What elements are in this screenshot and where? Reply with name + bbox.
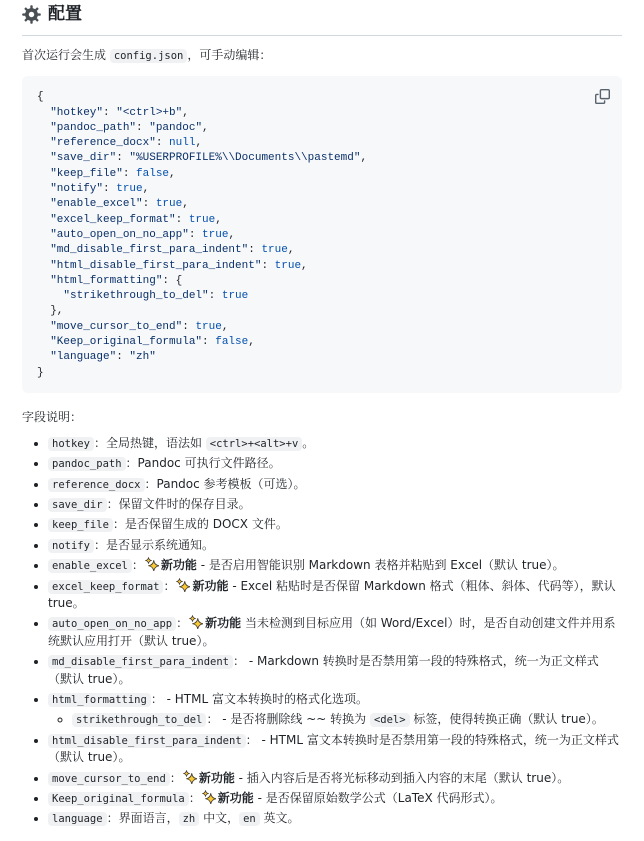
bold-text: 新功能: [198, 770, 235, 785]
code-token: "%USERPROFILE%\\Documents\\pastemd": [129, 152, 361, 165]
text: - 插入内容后是否将光标移动到插入内容的末尾（默认 true）。: [234, 770, 570, 785]
text: ：界面语言，: [106, 811, 179, 826]
code-token: [37, 290, 63, 302]
text: ：Pandoc 可执行文件路径。: [125, 456, 281, 471]
inline-code: enable_excel: [48, 559, 132, 573]
text: 当未检测到目标应用（如 Word/Excel）时，是否自动创建文件并用系统默认应用打开（默认 true）。: [48, 616, 616, 648]
code-token: [37, 214, 50, 226]
inline-code: hotkey: [48, 437, 94, 451]
code-token: :: [188, 228, 203, 241]
text: 标签，使得转换正确（默认 true）。: [409, 712, 604, 727]
list-item: [48, 455, 622, 472]
list-item: [48, 770, 622, 787]
code-token: ,: [248, 336, 255, 348]
code-token: [37, 244, 50, 256]
inline-code: html_formatting: [48, 693, 151, 707]
inline-code: <ctrl>+<alt>+v: [206, 437, 303, 451]
copy-button[interactable]: [589, 83, 615, 109]
code-token: null: [169, 137, 196, 150]
code-token: ,: [301, 259, 308, 272]
code-token: ,: [182, 106, 189, 119]
list-item: [72, 711, 622, 728]
text: ：: [163, 578, 176, 593]
code-token: "reference_docx": [50, 137, 156, 150]
inline-code: move_cursor_to_end: [48, 772, 170, 786]
inline-code: save_dir: [48, 498, 107, 512]
code-token: ,: [215, 213, 222, 226]
list-item: [48, 537, 622, 554]
sparkles-icon: [176, 578, 190, 592]
code-token: ,: [169, 167, 176, 180]
code-token: "enable_excel": [50, 198, 143, 211]
code-token: :: [122, 167, 137, 180]
list-item: [48, 496, 622, 513]
code-token: ,: [142, 183, 150, 196]
inline-code: <del>: [370, 713, 410, 727]
inline-code: language: [48, 812, 107, 826]
section-heading: [22, 2, 622, 36]
list-item: [48, 790, 622, 807]
code-token: ,: [182, 198, 189, 211]
code-token: [37, 183, 50, 195]
code-token: :: [116, 351, 130, 364]
code-token: "md_disable_first_para_indent": [50, 244, 249, 257]
text: ：保留文件时的保存目录。: [106, 497, 251, 512]
bold-text: 新功能: [205, 616, 242, 631]
inline-code: en: [239, 812, 260, 826]
code-token: [37, 321, 50, 333]
text: - 是否启用智能识别 Markdown 表格并粘贴到 Excel（默认 true）。: [196, 558, 565, 573]
code-token: "zh": [129, 351, 156, 364]
code-token: "html_formatting": [50, 274, 163, 287]
list-item: [48, 516, 622, 533]
code-token: [37, 152, 50, 164]
code-token: [37, 137, 50, 149]
code-token: {: [37, 91, 44, 104]
inline-code: config.json: [110, 49, 188, 63]
code-token: [37, 168, 50, 180]
code-token: [37, 229, 50, 241]
code-token: :: [155, 137, 170, 150]
text: - Excel 粘贴时是否保留 Markdown 格式（粗体、斜体、代码等），默认 true。: [48, 578, 616, 611]
inline-code: md_disable_first_para_indent: [48, 655, 233, 669]
text: 首次运行会生成: [22, 47, 110, 62]
inline-code: reference_docx: [48, 478, 145, 492]
code-token: ,: [221, 320, 229, 333]
code-token: [37, 275, 50, 287]
code-lines: [37, 91, 367, 378]
fields-list: [22, 435, 622, 828]
text: 中文，: [199, 811, 240, 826]
code-token: false: [136, 167, 170, 180]
code-token: :: [208, 290, 222, 303]
code-token: :: [182, 320, 196, 333]
code-token: :: [116, 152, 130, 165]
copy-icon: [595, 89, 610, 104]
code-token: [37, 198, 50, 210]
code-token: ,: [202, 121, 209, 134]
fields-label: 字段说明：: [22, 409, 83, 424]
code-token: "pandoc": [149, 121, 203, 134]
code-token: [37, 107, 50, 119]
sparkles-icon: [145, 557, 159, 571]
code-token: "strikethrough_to_del": [63, 290, 209, 303]
text: - 是否保留原始数学公式（LaTeX 代码形式）。: [253, 790, 503, 805]
code-token: false: [215, 336, 249, 348]
code-token: ,: [360, 152, 368, 165]
code-token: :: [103, 106, 117, 119]
text: ：: [176, 616, 189, 631]
code-token: true: [155, 198, 183, 211]
inline-code: strikethrough_to_del: [72, 713, 206, 727]
list-item: [48, 732, 622, 767]
code-token: [37, 260, 50, 272]
code-token: ,: [228, 228, 236, 241]
text: 。: [302, 435, 315, 450]
code-token: "html_disable_first_para_indent": [50, 259, 262, 272]
code-token: true: [274, 259, 302, 272]
text: ：是否显示系统通知。: [93, 537, 214, 552]
code-token: :: [175, 213, 189, 226]
text: ：是否保留生成的 DOCX 文件。: [112, 517, 288, 532]
sparkles-icon: [202, 790, 216, 804]
list-item: [48, 810, 622, 827]
config-json-code: [22, 76, 622, 393]
text: ，可手动编辑：: [187, 47, 272, 62]
code-token: }: [37, 366, 44, 379]
code-token: "Keep_original_formula": [50, 336, 203, 348]
code-token: [37, 122, 50, 134]
inline-code: pandoc_path: [48, 457, 126, 471]
inline-code: excel_keep_format: [48, 580, 163, 594]
code-token: true: [202, 228, 229, 241]
sparkles-icon: [183, 770, 197, 784]
text: ：全局热键，语法如: [93, 435, 206, 450]
nested-list: [48, 711, 622, 728]
code-token: "keep_file": [50, 167, 123, 180]
list-item: [48, 557, 622, 574]
code-token: :: [248, 244, 262, 257]
code-token: true: [188, 213, 216, 226]
code-token: "notify": [50, 183, 104, 196]
bold-text: 新功能: [217, 790, 254, 805]
text: ： - HTML 富文本转换时的格式化选项。: [150, 691, 368, 706]
list-item: [48, 476, 622, 493]
code-token: "excel_keep_format": [50, 213, 176, 226]
text: 英文。: [259, 811, 300, 826]
code-token: [37, 336, 50, 348]
inline-code: html_disable_first_para_indent: [48, 734, 246, 748]
code-token: "language": [50, 351, 117, 364]
inline-code: zh: [179, 812, 200, 826]
intro-paragraph: [22, 46, 622, 65]
list-item: [48, 653, 622, 688]
text: ：Pandoc 参考模板（可选）。: [144, 476, 306, 491]
code-token: "save_dir": [50, 152, 117, 165]
code-token: :: [142, 198, 156, 211]
code-token: "hotkey": [50, 106, 104, 119]
code-token: :: [136, 121, 150, 134]
list-item: [48, 615, 622, 650]
code-token: true: [195, 320, 222, 333]
gear-icon: [22, 5, 41, 24]
inline-code: auto_open_on_no_app: [48, 617, 176, 631]
code-token: true: [221, 290, 249, 303]
code-token: ,: [287, 244, 295, 257]
code-token: "pandoc_path": [50, 121, 137, 134]
code-token: true: [116, 183, 143, 196]
bold-text: 新功能: [160, 558, 197, 573]
code-token: [37, 351, 50, 363]
code-token: "auto_open_on_no_app": [50, 228, 189, 241]
list-item: [48, 578, 622, 613]
list-item: [48, 435, 622, 452]
code-token: "move_cursor_to_end": [50, 320, 183, 333]
code-token: true: [261, 244, 288, 257]
code-token: "<ctrl>+b": [116, 106, 183, 119]
inline-code: notify: [48, 539, 94, 553]
code-token: :: [261, 259, 275, 272]
code-token: :: [103, 183, 117, 196]
code-token: },: [37, 305, 64, 318]
text: ： - HTML 富文本转换时是否禁用第一段的特殊格式，统一为正文样式（默认 true）。: [48, 732, 619, 765]
bold-text: 新功能: [192, 578, 229, 593]
text: ： - 是否将删除线 ~~ 转换为: [206, 712, 370, 727]
section-heading-text: 配置: [48, 4, 82, 24]
sparkles-icon: [189, 615, 203, 629]
config-code-block: [22, 76, 622, 393]
text: ：: [169, 770, 182, 785]
inline-code: Keep_original_formula: [48, 792, 189, 806]
code-token: : {: [162, 274, 183, 287]
inline-code: keep_file: [48, 518, 113, 532]
code-token: :: [202, 336, 216, 348]
text: ：: [131, 558, 144, 573]
text: ：: [188, 790, 201, 805]
list-item: [48, 691, 622, 729]
code-token: ,: [195, 137, 203, 150]
text: ： - Markdown 转换时是否禁用第一段的特殊格式，统一为正文样式（默认 true）。: [48, 654, 599, 686]
